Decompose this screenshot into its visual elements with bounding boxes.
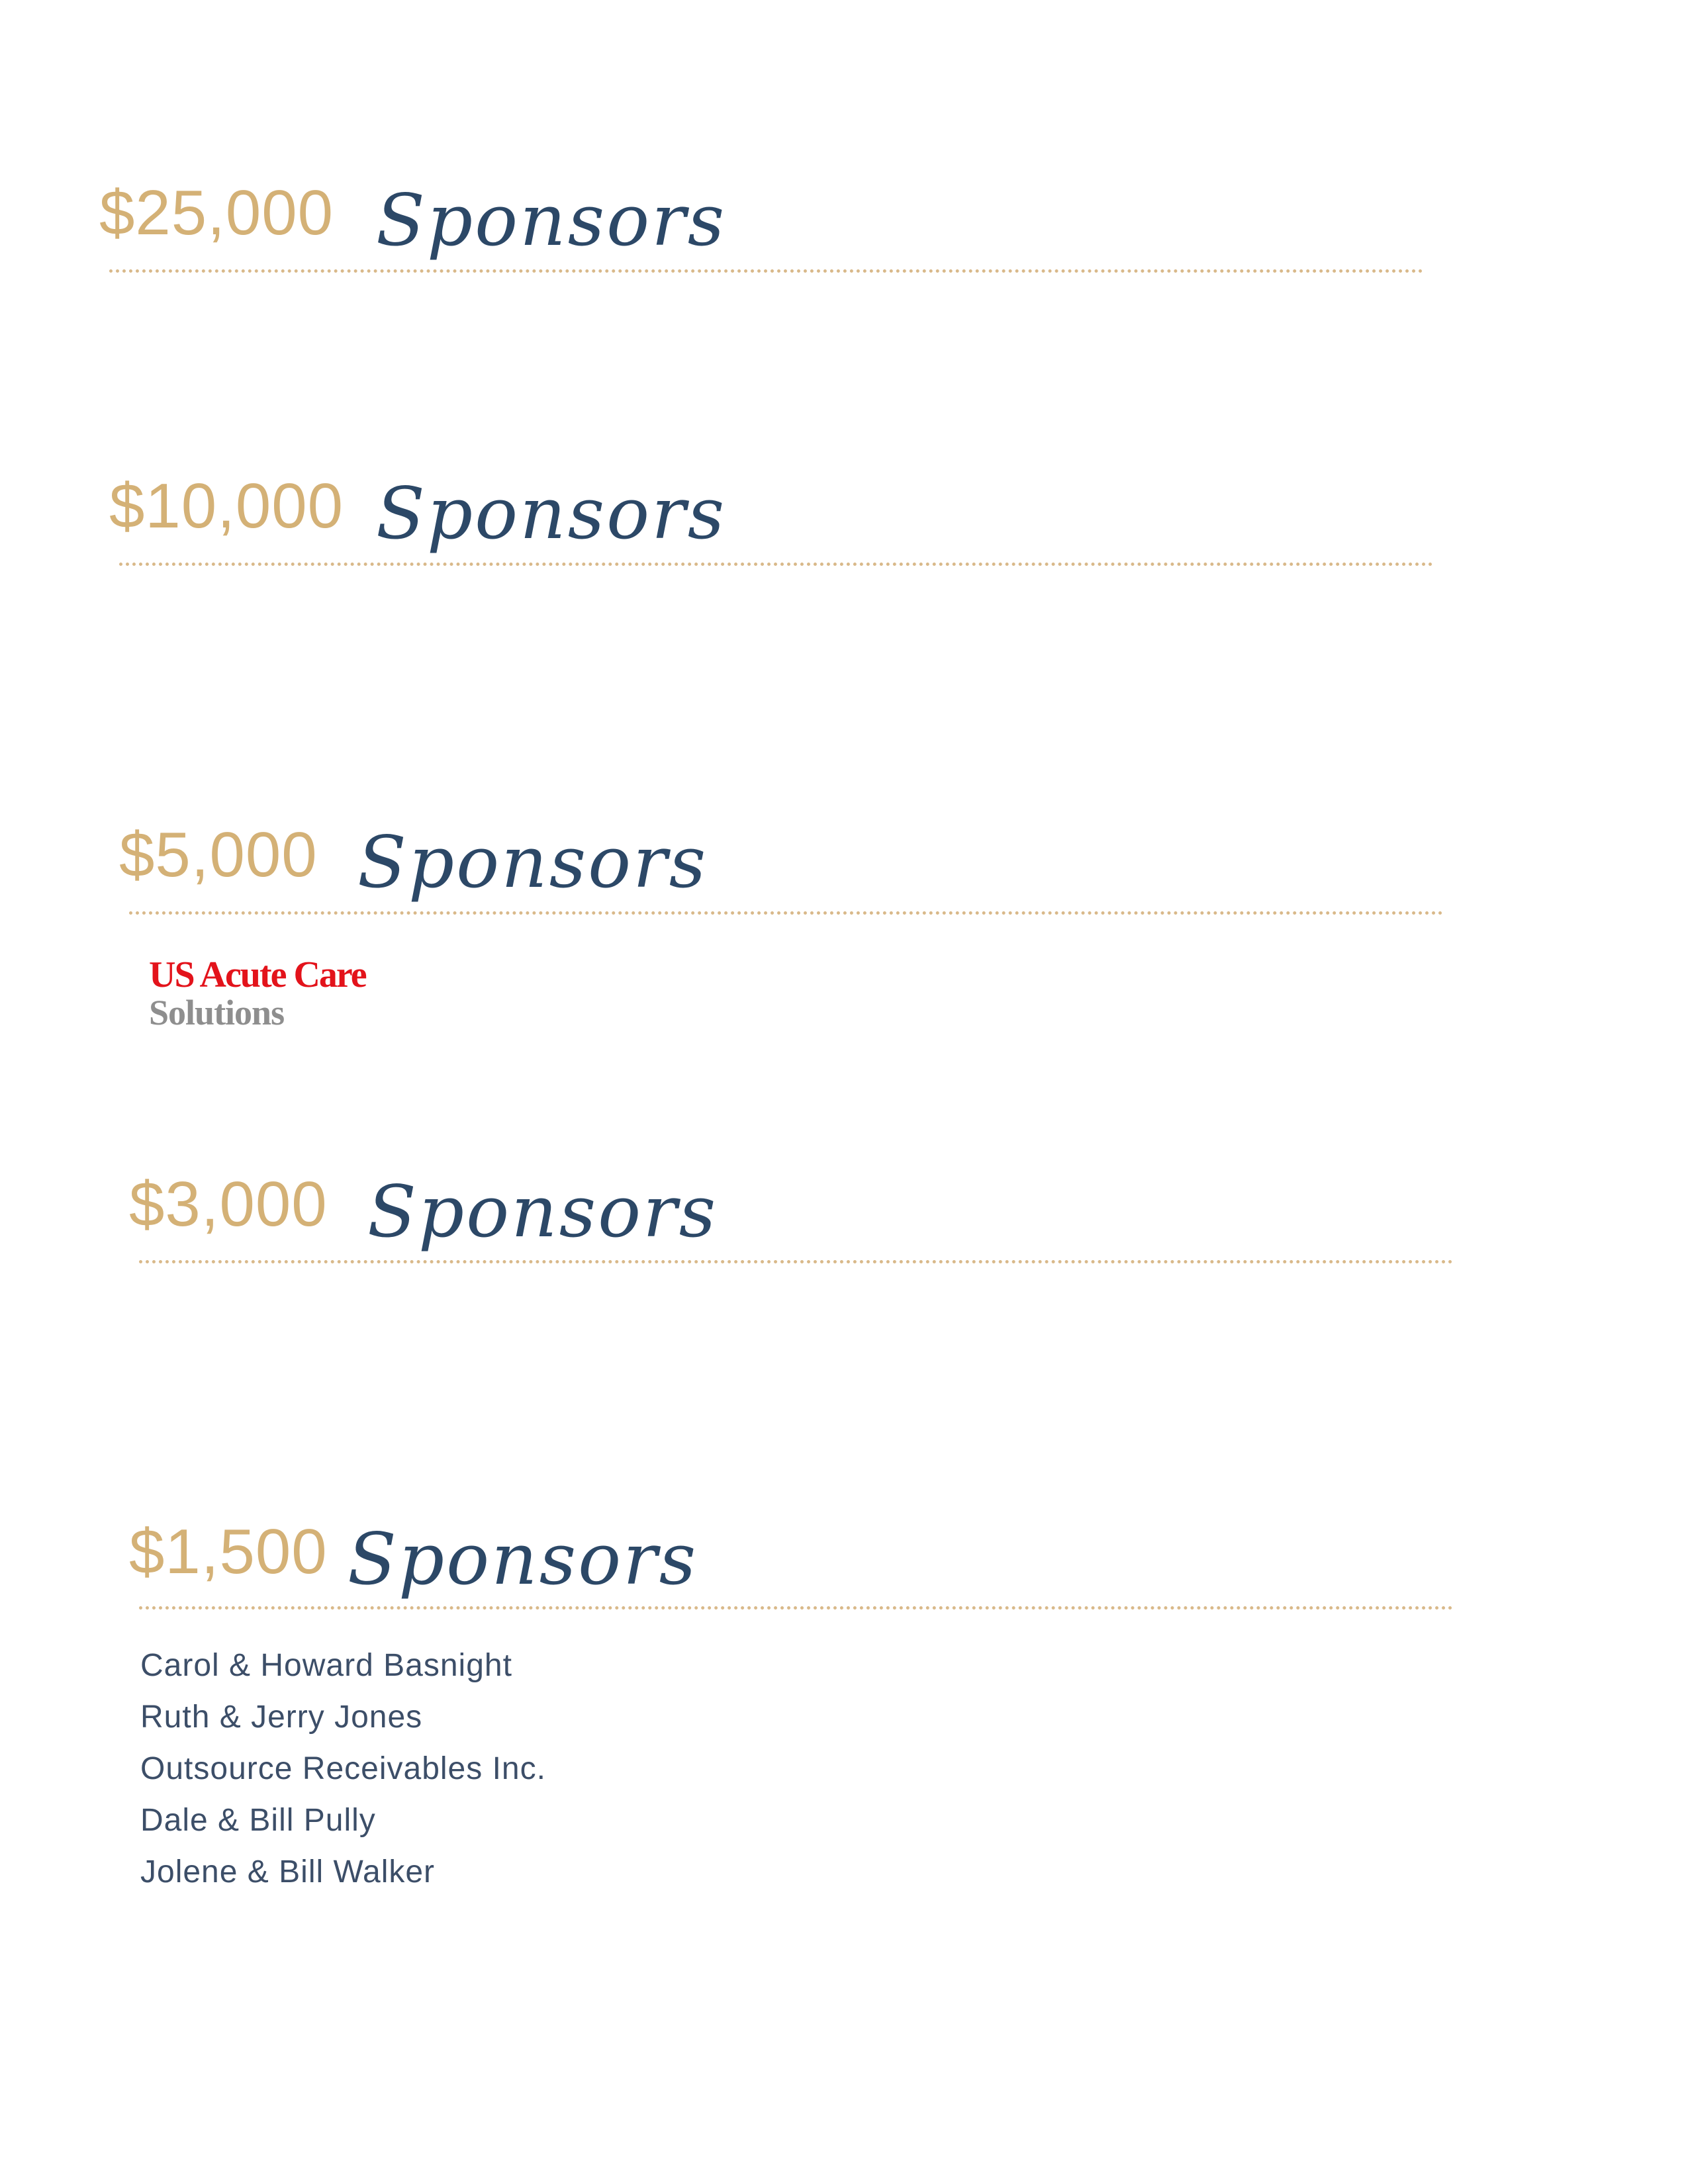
tier-divider xyxy=(139,1606,1453,1610)
tier-divider xyxy=(139,1260,1453,1263)
tier-amount: $5,000 xyxy=(119,819,318,890)
tier-sponsors-word: Sponsors xyxy=(348,1518,698,1601)
tier-25000 xyxy=(99,146,1456,262)
tier-heading xyxy=(109,439,1466,555)
list-item: Outsource Receivables Inc. xyxy=(140,1751,546,1786)
tier-heading xyxy=(129,1137,1486,1253)
tier-sponsors-word: Sponsors xyxy=(357,821,708,904)
list-item: Dale & Bill Pully xyxy=(140,1803,376,1838)
tier-sponsors-word: Sponsors xyxy=(376,473,727,555)
tier-10000 xyxy=(109,439,1466,555)
tier-amount: $1,500 xyxy=(129,1516,328,1587)
us-acute-care-solutions-logo xyxy=(149,956,366,1030)
tier-3000 xyxy=(129,1137,1486,1253)
logo-line-1: US Acute Care xyxy=(149,954,366,995)
logo-line-2: Solutions xyxy=(149,993,285,1032)
tier-1500 xyxy=(129,1484,1486,1601)
tier-heading xyxy=(129,1484,1486,1601)
tier-divider xyxy=(119,563,1433,566)
list-item: Carol & Howard Basnight xyxy=(140,1648,512,1683)
list-item: Jolene & Bill Walker xyxy=(140,1854,436,1889)
tier-heading xyxy=(119,788,1476,904)
tier-divider xyxy=(109,269,1423,273)
tier-sponsors-word: Sponsors xyxy=(376,179,727,262)
list-item: Ruth & Jerry Jones xyxy=(140,1700,423,1735)
tier-5000 xyxy=(119,788,1476,904)
tier-amount: $25,000 xyxy=(99,177,334,248)
tier-amount: $10,000 xyxy=(109,471,344,541)
tier-sponsors-word: Sponsors xyxy=(367,1171,718,1253)
sponsor-list-1500 xyxy=(140,1640,546,1898)
tier-amount: $3,000 xyxy=(129,1169,328,1240)
tier-divider xyxy=(129,911,1443,915)
tier-heading xyxy=(99,146,1456,262)
